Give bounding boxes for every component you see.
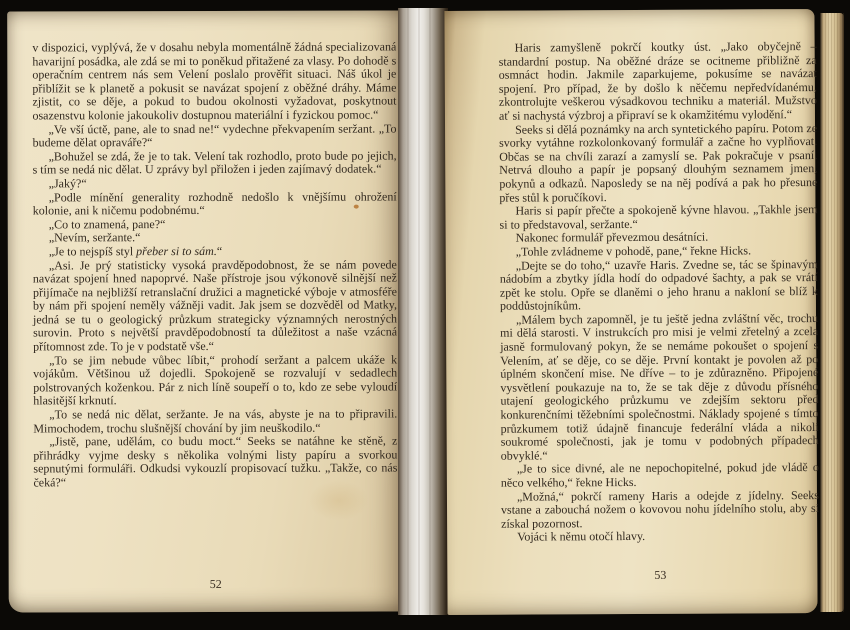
paragraph — [33, 190, 397, 218]
text-segment: „Je to nejspíš styl — [48, 244, 137, 259]
text-segment: „Nevím, seržante.“ — [48, 230, 141, 245]
paragraph — [499, 40, 817, 123]
right-page-number: 53 — [654, 567, 667, 582]
paragraph — [501, 529, 819, 544]
text-segment: „Bohužel se zdá, že je to tak. Velení tak rozhodlo, proto bude po jejich, s tím se nedá nic dělat. U zprávy byl přiložen i jeden zajímavý dodatek.“ — [32, 148, 397, 177]
paper-stain — [308, 481, 368, 521]
paragraph — [501, 461, 819, 490]
paragraph — [33, 258, 397, 354]
text-segment: Haris si papír přečte a spokojeně kývne hlavou. „Takhle jsem si to představoval, seržante.“ — [499, 202, 818, 232]
left-page-number: 52 — [209, 576, 222, 591]
italic-text: přeber si to sám. — [136, 243, 217, 259]
text-segment: „Ve vší úctě, pane, ale to snad ne!“ vydechne překvapením seržant. „To budeme dělat opraváře?“ — [32, 121, 397, 150]
text-segment: „Možná,“ pokrčí rameny Haris a odejde z jídelny. Seeks vstane a zabouchá nožem o kovovou nohu jídelního stolu, aby si získal pozornost. — [500, 487, 820, 531]
text-segment: Vojáci k němu otočí hlavy. — [517, 529, 646, 544]
text-segment: Nakonec formulář převezmou desátníci. — [515, 229, 709, 245]
text-segment: Haris zamyšleně pokrčí koutky úst. „Jako obyčejně – standardní postup. Na oběžné dráze se ocitneme přibližně za osmnáct hodin. Jakmile zaparkujeme, pokusíme se navázat spojení. Pro případ, že by došlo k něčemu nepředvídanému, zkontrolujte veškerou výsadkovou techniku a materiál. Mužstvo ať si nachystá výzbroj a připraví se k okamžitému vylodění.“ — [498, 39, 817, 123]
text-segment: „Asi. Je prý statisticky vysoká pravděpodobnost, že se nám povede navázat spojení hned napoprvé. Naše přístroje jsou výkonově silnější než přijímače na nejbližší retranslační družici a magnetické výboje v atmosféře by nám při spojení neměly vážněji vadit. Jak jsem se dozvěděl od Matky, jedná se tu o geologický průzkum strategicky významných nerostných surovin. Proto s největší pravděpodobností ta důležitost a naše vzácná přítomnost zde. To je v podstatě vše.“ — [32, 256, 398, 354]
text-segment: „Tohle zvládneme v pohodě, pane,“ řekne Hicks. — [515, 243, 752, 259]
right-page-text — [499, 40, 820, 545]
paragraph — [33, 408, 397, 436]
text-segment: „Co to znamená, pane?“ — [48, 216, 166, 232]
text-segment: “ — [216, 243, 223, 258]
text-segment: „Dejte se do toho,“ uzavře Haris. Zvedne se, tác se špinavým nádobím a zbytky jídla hodí do odpadové šachty, a pak se vrátí zpět ke stolu. Opře se dlaněmi o jeho hranu a nakloní se blíž k poddůstojníkům. — [499, 256, 818, 313]
paragraph — [499, 122, 817, 205]
paragraph — [500, 312, 819, 463]
paragraph — [33, 149, 397, 177]
text-segment: „Málem bych zapomněl, je tu ještě jedna zvláštní věc, trochu mi dělá starosti. V instrukcích pro misi je velmi zřetelný a zcela jasně formulovaný pokyn, že se nemáme pokoušet o spojení s Velením, ať se děje, co se děje. První kontakt je povolen až po úplném skončení mise. Ne dříve – to je zdůrazněno. Připojené vysvětlení poukazuje na to, že se tak děje z důvodu přísného utajení geologického průzkumu ve zdejším sektoru před konkurenčními těžebními společnostmi. Náklady spojené s tímto průzkumem totiž údajně financuje federální vláda a nikoli soukromé společnosti, jak je tomu v podobných případech obvyklé.“ — [500, 310, 819, 463]
paragraph — [33, 353, 397, 408]
book-spine-gutter — [398, 8, 448, 615]
left-page-text — [32, 40, 397, 490]
text-segment: „To se nedá nic dělat, seržante. Je na vás, abyste je na to připravili. Mimochodem, trochu slušnější chování by jim neuškodilo.“ — [33, 406, 398, 436]
text-segment: „Jaký?“ — [48, 176, 87, 191]
paragraph — [33, 217, 397, 232]
paragraph — [499, 203, 817, 232]
stain-speck — [354, 205, 359, 209]
paragraph — [500, 258, 818, 314]
text-segment: „Podle mínění generality rozhodně nedošlo k vnějšímu ohrožení kolonie, ani k ničemu podobnému.“ — [32, 189, 397, 218]
text-segment: v dispozici, vyplývá, že v dosahu nebyla momentálně žádná specializovaná havarijní posádka, ale zdá se mi to poněkud přitažené za vlasy. Po dohodě s operačním centrem nás sem Velení poslalo prověřit situaci. Náš úkol je přiblížit se k planetě a pokusit se navázat spojení z oběžné dráhy. Máme zjistit, co se děje, a pokud to budou okolnosti vyžadovat, poskytnout osazenstvu kolonie jakoukoliv dostupnou materiální i fyzickou pomoc.“ — [32, 39, 397, 123]
paragraph — [33, 122, 397, 150]
paragraph — [501, 489, 819, 531]
page-edges — [820, 13, 844, 612]
text-segment: Seeks si dělá poznámky na arch syntetického papíru. Potom ze svorky vytáhne rozkolonkovaný formulář a začne ho vyplňovat. Občas se na chvíli zarazí a zamyslí se. Pak pokračuje v psaní. Netrvá dlouho a papír je popsaný dlouhým seznamem jmen, pokynů a odkazů. Naposledy se na něj podívá a pak ho přesune přes stůl k poručíkovi. — [499, 120, 818, 205]
paragraph — [32, 40, 396, 123]
text-segment: „Je to sice divné, ale ne nepochopitelné, pokud jde vládě o něco velkého,“ řekne Hicks. — [500, 460, 819, 490]
right-page — [444, 9, 820, 615]
text-segment: „To se jim nebude vůbec líbit,“ prohodí seržant a palcem ukáže k vojákům. Většinou už dojedli. Spokojeně se rozvalují v sedadlech polstrovaných koženkou. Pár z nich líně soupeří o to, kdo ze sebe vyloudí hlasitější krknutí. — [33, 352, 398, 408]
text-segment: „Jistě, pane, udělám, co budu moct.“ Seeks se natáhne ke stěně, z přihrádky vyjme desky s několika volnými listy papíru a svorkou sepnutými formuláři. Odkudsi vykouzlí propisovací tužku. „Takže, co nás čeká?“ — [33, 433, 398, 490]
left-page — [7, 10, 401, 612]
